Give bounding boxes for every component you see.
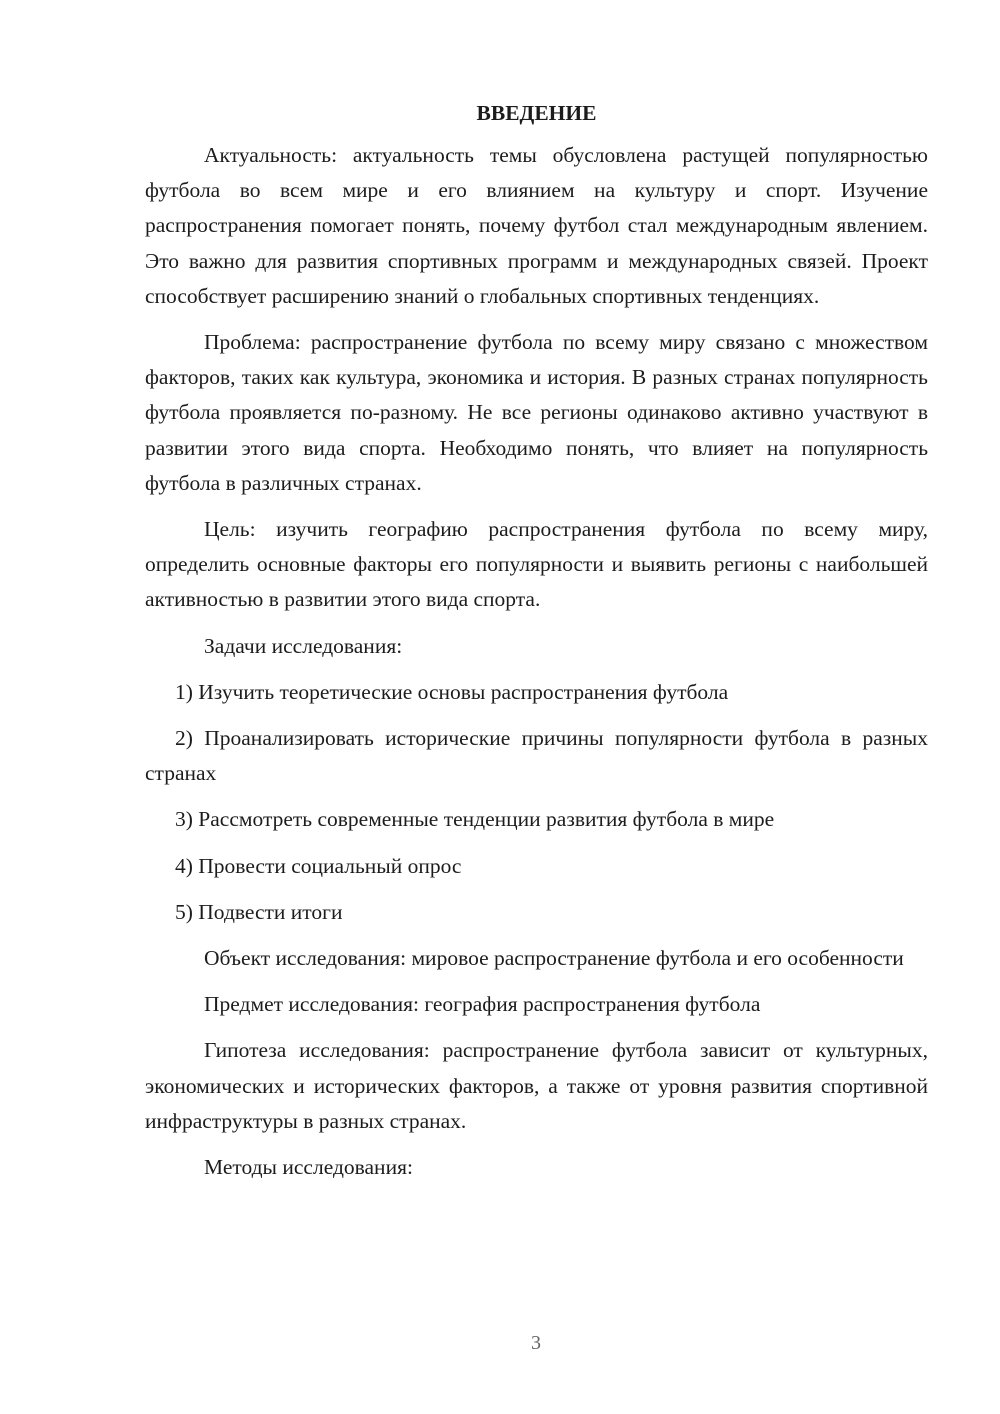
problem-paragraph: Проблема: распространение футбола по всему миру связано с множеством факторов, таких как культура, экономика и история. В разных странах популярность футбола проявляется по-разному. Не все регионы одинаково активно участвуют в развитии этого вида спорта. Необходимо понять, что влияет на популярность футбола в различных странах. — [145, 330, 928, 495]
task-item-3: 3) Рассмотреть современные тенденции развития футбола в мире — [175, 807, 775, 832]
task-item-2: 2) Проанализировать исторические причины популярности футбола в разных странах — [145, 726, 928, 786]
document-page — [145, 96, 928, 1185]
tasks-title: Задачи исследования: — [204, 633, 403, 658]
page-number: 3 — [531, 1332, 541, 1354]
object-paragraph: Объект исследования: мировое распространение футбола и его особенности — [204, 946, 904, 971]
task-item-5: 5) Подвести итоги — [175, 899, 343, 924]
task-item-1: 1) Изучить теоретические основы распространения футбола — [175, 679, 729, 704]
subject-paragraph: Предмет исследования: география распространения футбола — [204, 992, 761, 1017]
task-item-4: 4) Провести социальный опрос — [175, 853, 462, 878]
goal-paragraph: Цель: изучить географию распространения футбола по всему миру, определить основные факторы его популярности и выявить регионы с наибольшей активностью в развитии этого вида спорта. — [145, 517, 928, 612]
relevance-paragraph: Актуальность: актуальность темы обусловлена растущей популярностью футбола во всем мире и его влиянием на культуру и спорт. Изучение распространения помогает понять, почему футбол стал международным явлением. Это важно для развития спортивных программ и международных связей. Проект способствует расширению знаний о глобальных спортивных тенденциях. — [145, 143, 928, 308]
section-heading: ВВЕДЕНИЕ — [476, 101, 597, 125]
methods-title: Методы исследования: — [204, 1155, 413, 1180]
hypothesis-paragraph: Гипотеза исследования: распространение футбола зависит от культурных, экономических и исторических факторов, а также от уровня развития спортивной инфраструктуры в разных странах. — [145, 1038, 928, 1133]
